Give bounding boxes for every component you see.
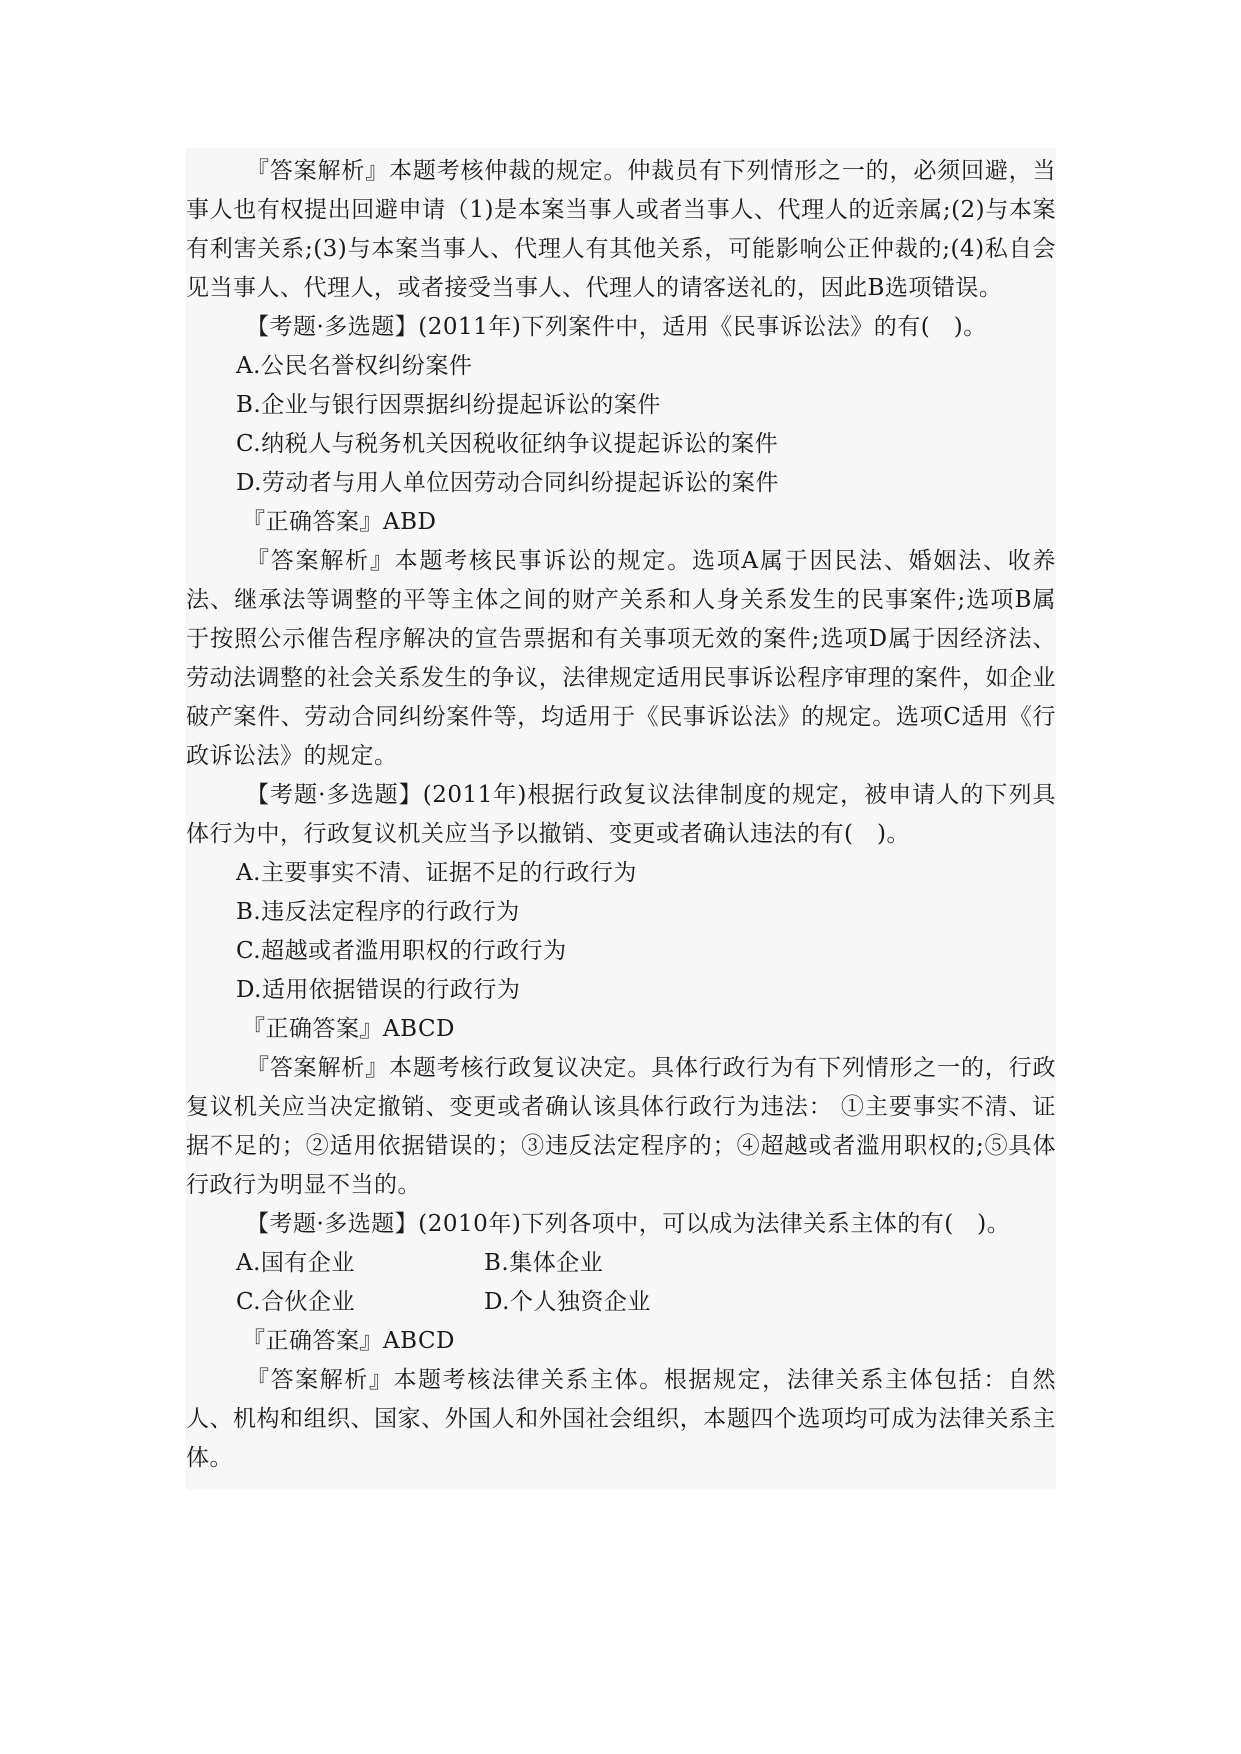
q1-analysis: 『答案解析』本题考核民事诉讼的规定。选项A属于因民法、婚姻法、收养法、继承法等调整的平等主体之间的财产关系和人身关系发生的民事案件;选项B属于按照公示催告程序解决的宣告票据和有关事项无效的案件;选项D属于因经济法、劳动法调整的社会关系发生的争议，法律规定适用民事诉讼程序审理的案件，如企业破产案件、劳动合同纠纷案件等，均适用于《民事诉讼法》的规定。选项C适用《行政诉讼法》的规定。	[186, 548, 1056, 769]
q1-correct-answer: 『正确答案』ABD	[242, 509, 437, 535]
q1-option-a: A.公民名誉权纠纷案件	[236, 353, 473, 379]
q3-option-b: B.集体企业	[484, 1250, 604, 1276]
q1-option-c: C.纳税人与税务机关因税收征纳争议提起诉讼的案件	[236, 431, 779, 457]
q3-analysis: 『答案解析』本题考核法律关系主体。根据规定，法律关系主体包括：自然人、机构和组织、国家、外国人和外国社会组织，本题四个选项均可成为法律关系主体。	[186, 1367, 1056, 1471]
q1-option-d: D.劳动者与用人单位因劳动合同纠纷提起诉讼的案件	[236, 470, 779, 496]
q2-option-b: B.违反法定程序的行政行为	[236, 899, 520, 925]
question-1: 【考题·多选题】(2011年)下列案件中，适用《民事诉讼法》的有( )。	[246, 314, 987, 340]
q3-correct-answer: 『正确答案』ABCD	[242, 1328, 455, 1354]
q2-option-a: A.主要事实不清、证据不足的行政行为	[236, 860, 637, 886]
document-body	[186, 148, 1056, 1490]
q1-option-b: B.企业与银行因票据纠纷提起诉讼的案件	[236, 392, 661, 418]
question-3: 【考题·多选题】(2010年)下列各项中，可以成为法律关系主体的有( )。	[246, 1211, 1011, 1237]
analysis-paragraph: 『答案解析』本题考核仲裁的规定。仲裁员有下列情形之一的，必须回避，当事人也有权提出回避申请（1)是本案当事人或者当事人、代理人的近亲属;(2)与本案有利害关系;(3)与本案当事人、代理人有其他关系，可能影响公正仲裁的;(4)私自会见当事人、代理人，或者接受当事人、代理人的请客送礼的，因此B选项错误。	[186, 158, 1056, 301]
q2-option-d: D.适用依据错误的行政行为	[236, 977, 521, 1003]
q3-option-a: A.国有企业	[236, 1250, 355, 1276]
q3-options-row-2	[186, 1283, 1056, 1322]
question-2: 【考题·多选题】(2011年)根据行政复议法律制度的规定，被申请人的下列具体行为中，行政复议机关应当予以撤销、变更或者确认违法的有( )。	[186, 782, 1056, 847]
q3-option-d: D.个人独资企业	[484, 1289, 651, 1315]
q2-option-c: C.超越或者滥用职权的行政行为	[236, 938, 567, 964]
q2-correct-answer: 『正确答案』ABCD	[242, 1016, 455, 1042]
q3-options-row-1	[186, 1244, 1056, 1283]
q3-option-c: C.合伙企业	[236, 1289, 356, 1315]
q2-analysis: 『答案解析』本题考核行政复议决定。具体行政行为有下列情形之一的，行政复议机关应当决定撤销、变更或者确认该具体行政行为违法： ①主要事实不清、证据不足的；②适用依据错误的；③违反法定程序的；④超越或者滥用职权的;⑤具体行政行为明显不当的。	[186, 1055, 1056, 1198]
